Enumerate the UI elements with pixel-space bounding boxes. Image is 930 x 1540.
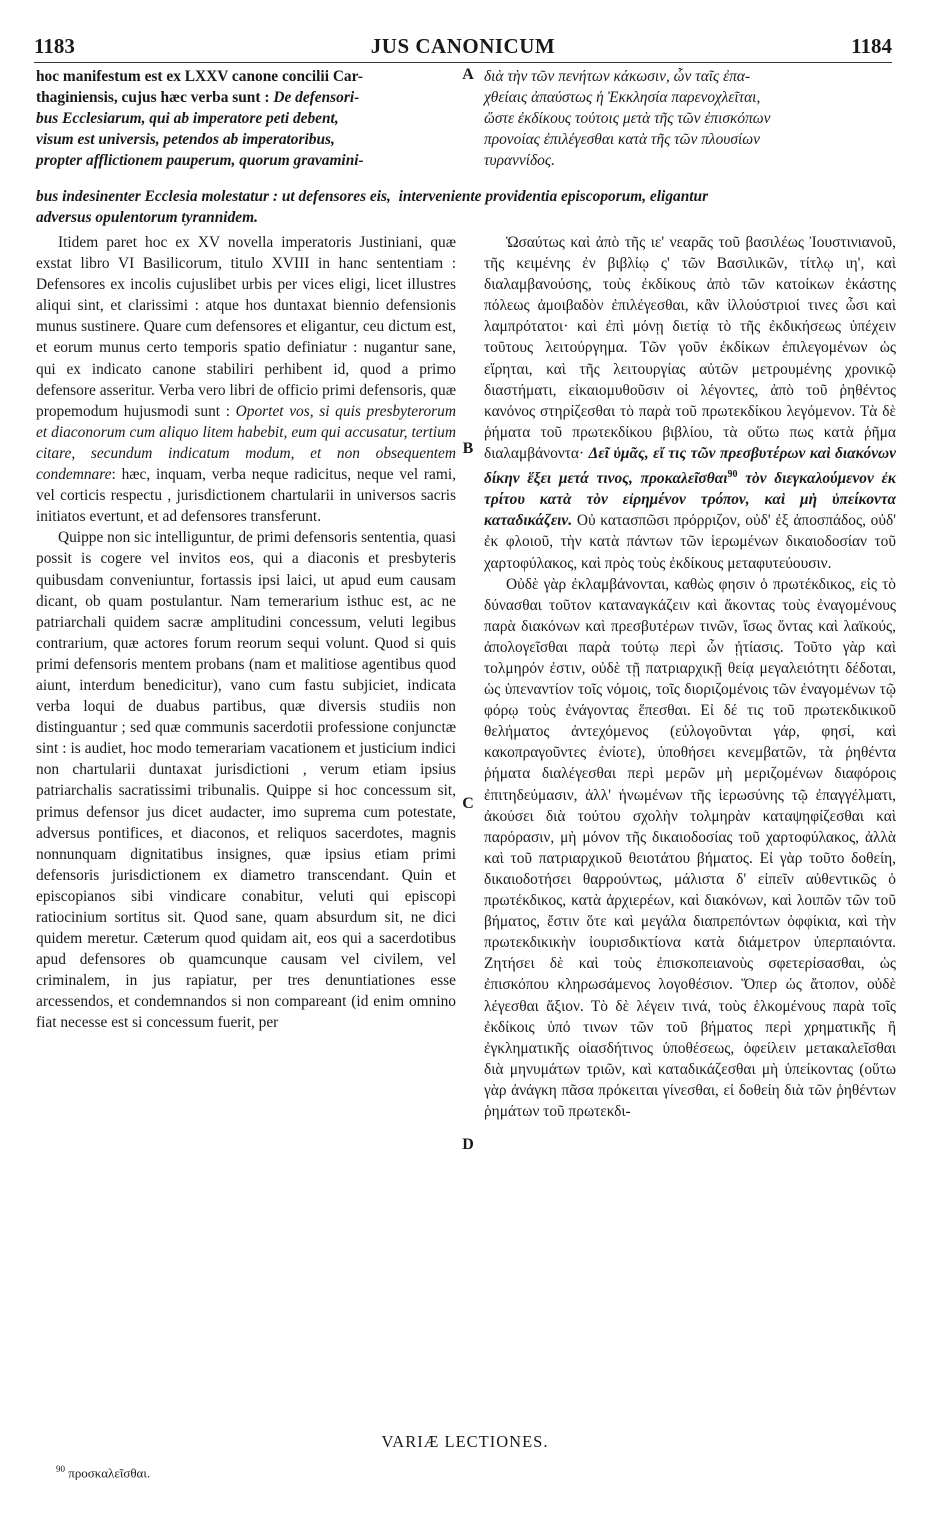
greek-column: [484, 232, 896, 1122]
left-page-number: 1183: [34, 34, 75, 58]
greek-paragraph-1: Ὡσαύτως καὶ ἀπὸ τῆς ιε' νεαρᾶς τοῦ βασιλέως Ἰουστινιανοῦ, τῆς κειμένης ἐν βιβλίῳ ς' τῶν Βασιλικῶν, τίτλῳ ιη', καὶ διαλαμβανούσης, τοὺς ἐκδίκους ἀπὸ τῶν κατοίκων ἑκάστης πόλεως ἀμοιβαδὸν ἐπιλέγεσθαι, κἂν ἰλλούστριοί τινες ὦσι καὶ λαμπρότατοι· καὶ ἐπὶ μόνῃ διετίᾳ τὸ τῆς ἐκδικήσεως ὑπέχειν τοῦτους λειτούργημα. Τῶν γοῦν ἐκδίκων ἐπιλεγομένων ὡς εἴρηται, καὶ τῆς λειτουργίας αὐτῶν μετρουμένης χρονικῷ διαστήματι, εἰκαιομυθοῦσιν οἱ λέγοντες, ἀπὸ τοῦ ῥηθέντος κανόνος στηρίζεσθαι τὸ παρὰ τοῦ πρωτεκδίκου λεγόμενον. Τὰ δὲ ῥήματα τοῦ πρωτεκδίκου βιβλίου, τὰ οὕτω πως κατὰ ῥῆμα διαλαμβάνοντα· Δεῖ ὑμᾶς, εἴ τις τῶν πρεσβυτέρων καὶ διακόνων δίκην ἕξει μετά τινος, προκαλεῖσθαι$^{90}$ τὸν διεγκαλούμενον ἐκ τρίτου κατὰ τὸν εἰρημένον τρόπον, καὶ μὴ ὑπείκοντα καταδικάζειν. Οὐ κατασπῶσι πρόρριζον, οὐδ' ἐξ ἀποσπάδος, οὐδ' ἐκ φλοιοῦ, τὴν κατὰ πάντων τῶν ἱερωμένων δικαιοδοσίαν τοῦ χαρτοφύλακος, καὶ πρὸς τοὺς ἐκδίκους μεταφυτεύουσιν.: [484, 234, 897, 572]
greek-top-line: χθείαις ἀπαύστως ἡ Ἐκκλησία παρενοχλεῖται,: [484, 89, 761, 107]
latin-column: [36, 232, 456, 1034]
latin-top-line: thaginiensis, cujus hæc verba sunt : De defensori-: [36, 89, 360, 107]
footnote: $^{90}$ προσκαλεῖσθαι.: [56, 1464, 151, 1481]
margin-marker-d: D: [462, 1136, 474, 1153]
greek-top-block: [484, 66, 896, 171]
latin-paragraph-2: Quippe non sic intelliguntur, de primi defensoris sententia, quasi possit is cogere vel invitos eos, qui a diaconis et presbyteris quibusdam conveniuntur, fortassis ipsi laici, ut apud eum causam dicant, ob quam postulantur. Nam temerarium isthuc est, ac ne patriarchali quidem sacræ amplitudini concessum, veluti legibus contrarium, quæ actores forum reorum sequi volunt. Quod si quis primi defensoris mentem probans (nam et malitiose agentibus quod aiunt, interdum benedicitur), vano cum fastu subjiciet, indicata verba loqui de duabus partibus, quæ diversis studiis non distinguantur ; sed quæ communis sacerdotii professione conjunctæ sint : is audiet, hoc modo temerariam vacationem et justicium indici non chartularii duntaxat jurisdictioni , verum etiam ipsius patriarchalis sacratissimi tribunalis. Quippe si hoc concessum sit, primus defensor jus dicet audacter, imo suprema cum potestate, adversus pontifices, et diaconos, et reliquos sacerdotes, magnis nonnunquam dignitatibus insignes, quæ ipsius etiam primi defensoris jurisdictionem ex diametro transcendant. Quin et episcopianos sibi vindicare conabitur, veluti qui episcopi ratiocinium sortitus sit. Quod sane, quam absurdum sit, ne dici quidem meretur. Cæterum quod quidam ait, eos qui a sacerdotibus apud defensores ob quamcunque causam vel civilem, vel criminalem, in jus rapiatur, per tres denuntiationes esse arcessendos, et condemnandos si non compareant (id enim omnino fiat necesse est si concessum fuerit, per: [36, 529, 456, 1032]
latin-top-line: bus Ecclesiarum, qui ab imperatore peti debent,: [36, 110, 339, 128]
full-width-line: bus indesinenter Ecclesia molestatur : ut defensores eis, interveniente providentia episcoporum, eligantur: [36, 188, 709, 205]
variae-lectiones-heading: VARIÆ LECTIONES.: [381, 1432, 549, 1451]
running-title: JUS CANONICUM: [370, 34, 556, 58]
margin-marker-c: C: [462, 795, 474, 812]
latin-top-block: [36, 66, 456, 171]
latin-top-line: hoc manifestum est ex LXXV canone concilii Car-: [36, 68, 364, 85]
right-page-number: 1184: [851, 34, 892, 58]
latin-paragraph-1: Itidem paret hoc ex XV novella imperatoris Justiniani, quæ exstat libro VI Basilicorum, titulo XVIII in hanc sententiam : Defensores ex incolis cujuslibet urbis per vices eligi, licet illustres aliqui sint, et clarissimi : atque hos duntaxat biennio defensionis munus sustinere. Quare cum defensores et eligantur, ceu dictum est, et eorum munus certo temporis spatio definiatur : nugantur sane, qui ex indicato canone stabiliri perhibent id, quod a primo defensore asseritur. Verba vero libri de officio primi defensoris, quæ propemodum hujusmodi sunt : Oportet vos, si quis presbyterorum et diaconorum cum aliquo litem habebit, eum qui accusatur, tertium citare, secundum indicatum modum, et non obsequentem condemnare: hæc, inquam, verba neque radicitus, neque vel rami, vel corticis respectu , jurisdictionem chartularii in universos sacris initiatos evertunt, et ad defensores transferunt.: [36, 234, 456, 526]
margin-marker-a: A: [462, 66, 474, 83]
margin-marker-b: B: [462, 440, 474, 457]
greek-top-line: ὥστε ἐκδίκους τούτοις μετὰ τῆς τῶν ἐπισκόπων: [484, 110, 771, 128]
full-width-line-end: adversus opulentorum tyrannidem.: [36, 209, 258, 226]
greek-top-line: διὰ τὴν τῶν πενήτων κάκωσιν, ὧν ταῖς ἐπα-: [484, 68, 751, 85]
greek-paragraph-2: Οὐδὲ γὰρ ἐκλαμβάνονται, καθὼς φησιν ὁ πρωτέκδικος, εἰς τὸ δύνασθαι τοῦτον καταναγκάζειν καὶ ἄκοντας τοὺς ἐναγομένους παρὰ διακόνων καὶ πρεσβυτέρων τινῶν, ἴσως ὄντας καὶ λαϊκούς, ἀπολογεῖσθαι παρὰ τούτῳ περὶ ὧν ᾐτίασις. Τοῦτο γὰρ καὶ τολμηρόν ἐστιν, οὐδὲ τῇ πατριαρχικῇ θείᾳ μεγαλειότητι δέδοται, ὡς ὑπεναντίον τοῖς νόμοις, τοῖς διοριζομένοις τῶν ἐναγομένων τῷ φόρῳ τοὺς ἐνάγοντας ἕπεσθαι. Εἰ δέ τις τοῦ πρωτεκδικικοῦ θελήματος ἀντεχόμενος (εὐλογοῦνται γάρ, φησί, καὶ κακοπραγοῦντες ἐνίοτε), ὑποθήσει κενεμβατῶν, τὰ ῥηθέντα ῥήματα διαλέγεσθαι περὶ μερῶν μὴ μεριζομένων διαφόροις ἐπιτηδεύμασιν, ἀλλ' ἡνωμένων τῆς ἱερωσύνης τῷ ἐπαγγέλματι, ἀκούσει διὰ τούτου σχολὴν τολμηρὰν καταψηφίζεσθαι καὶ παρόρασιν, μὴ μόνον τῆς δικαιοδοσίας τοῦ χαρτοφύλακος, ἀλλὰ καὶ τοῦ πατριαρχικοῦ θειοτάτου βήματος. Εἰ γὰρ τοῦτο δοθείη, δικαιοδοτήσει θαρρούντως, μάλιστα δ' εἰπεῖν αὐθεντικῶς ὁ πρωτέκδικος, κατὰ ἀρχιερέων, καὶ διακόνων, καὶ λοιπῶν τῶν τοῦ βήματος, ἔστιν ὅτε καὶ μεγάλα διαπρεπόντων ὀφφίκια, καὶ τὴν πρωτεκδικικὴν ἰουρισδικτίονα κατὰ διάμετρον ὑπερπαιόντα. Ζητήσει δὲ καὶ τοὺς ἐπισκοπειανοὺς σφετερίσασθαι, ὡς ἐπισκόπου κληρωσάμενος λογοθέσιον. Ὅπερ ὡς ἄτοπον, οὐδὲ λέγεσθαι ἄξιον. Τὸ δὲ λέγειν τινά, τοὺς ἑλκομένους παρὰ τοῖς ἐκδίκοις ὑπό τινων τῶν τοῦ βήματος περὶ χρηματικῆς ἢ ἐγκληματικῆς οἱασδήτινος ὑποθέσεως, ὀφείλειν μετακαλεῖσθαι διὰ μηνυμάτων τριῶν, καὶ καταδικάζεσθαι μὴ ὑπείκοντας (οὕτω γὰρ ἀνάγκη πᾶσα πρόκειται γίνεσθαι, εἰ δοθείη διὰ τῶν ῥηθέντων ῥημάτων τοῦ πρωτεκδι-: [484, 575, 896, 1120]
latin-top-line: visum est universis, petendos ab imperatoribus,: [36, 131, 335, 149]
greek-top-line: τυραννίδος.: [484, 152, 555, 170]
latin-top-line: propter afflictionem pauperum, quorum gravamini-: [36, 152, 364, 170]
greek-top-line: προνοίας ἐπιλέγεσθαι κατὰ τῆς τῶν πλουσίων: [484, 131, 760, 149]
page-header: [34, 34, 892, 64]
header-rule: [34, 62, 892, 63]
